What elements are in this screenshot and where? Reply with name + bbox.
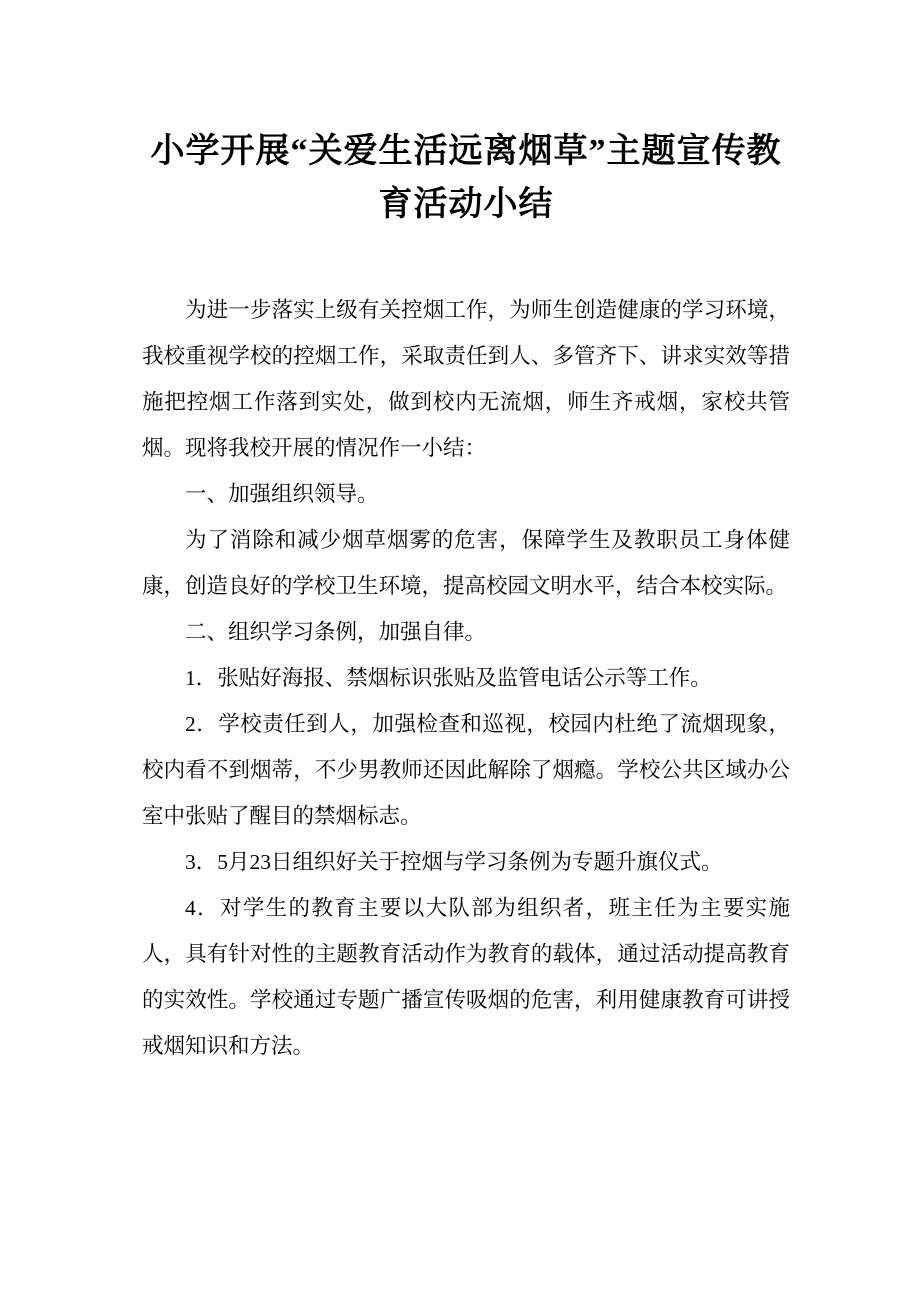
paragraph-item-1: 1．张贴好海报、禁烟标识张贴及监管电话公示等工作。 (185, 666, 712, 691)
paragraph-heading-1: 一、加强组织领导。 (185, 482, 379, 507)
paragraph-section-1-body: 为了消除和减少烟草烟雾的危害，保障学生及教职员工身体健康，创造良好的学校卫生环境，提高校园文明水平，结合本校实际。 (142, 528, 790, 599)
document-title: 小学开展“关爱生活远离烟草”主题宣传教育活动小结 (150, 133, 782, 223)
document-body (142, 287, 790, 1069)
paragraph-heading-2: 二、组织学习条例，加强自律。 (185, 620, 487, 645)
paragraph-item-3: 3．5月23日组织好关于控烟与学习条例为专题升旗仪式。 (185, 850, 723, 875)
paragraph-item-4: 4．对学生的教育主要以大队部为组织者，班主任为主要实施人，具有针对性的主题教育活动作为教育的载体，通过活动提高教育的实效性。学校通过专题广播宣传吸烟的危害，利用健康教育可讲授戒烟知识和方法。 (142, 896, 790, 1059)
paragraph-intro: 为进一步落实上级有关控烟工作，为师生创造健康的学习环境，我校重视学校的控烟工作，采取责任到人、多管齐下、讲求实效等措施把控烟工作落到实处，做到校内无流烟，师生齐戒烟，家校共管烟。现将我校开展的情况作一小结： (142, 298, 790, 461)
paragraph-item-2: 2．学校责任到人，加强检查和巡视，校园内杜绝了流烟现象，校内看不到烟蒂，不少男教师还因此解除了烟瘾。学校公共区域办公室中张贴了醒目的禁烟标志。 (142, 712, 790, 829)
